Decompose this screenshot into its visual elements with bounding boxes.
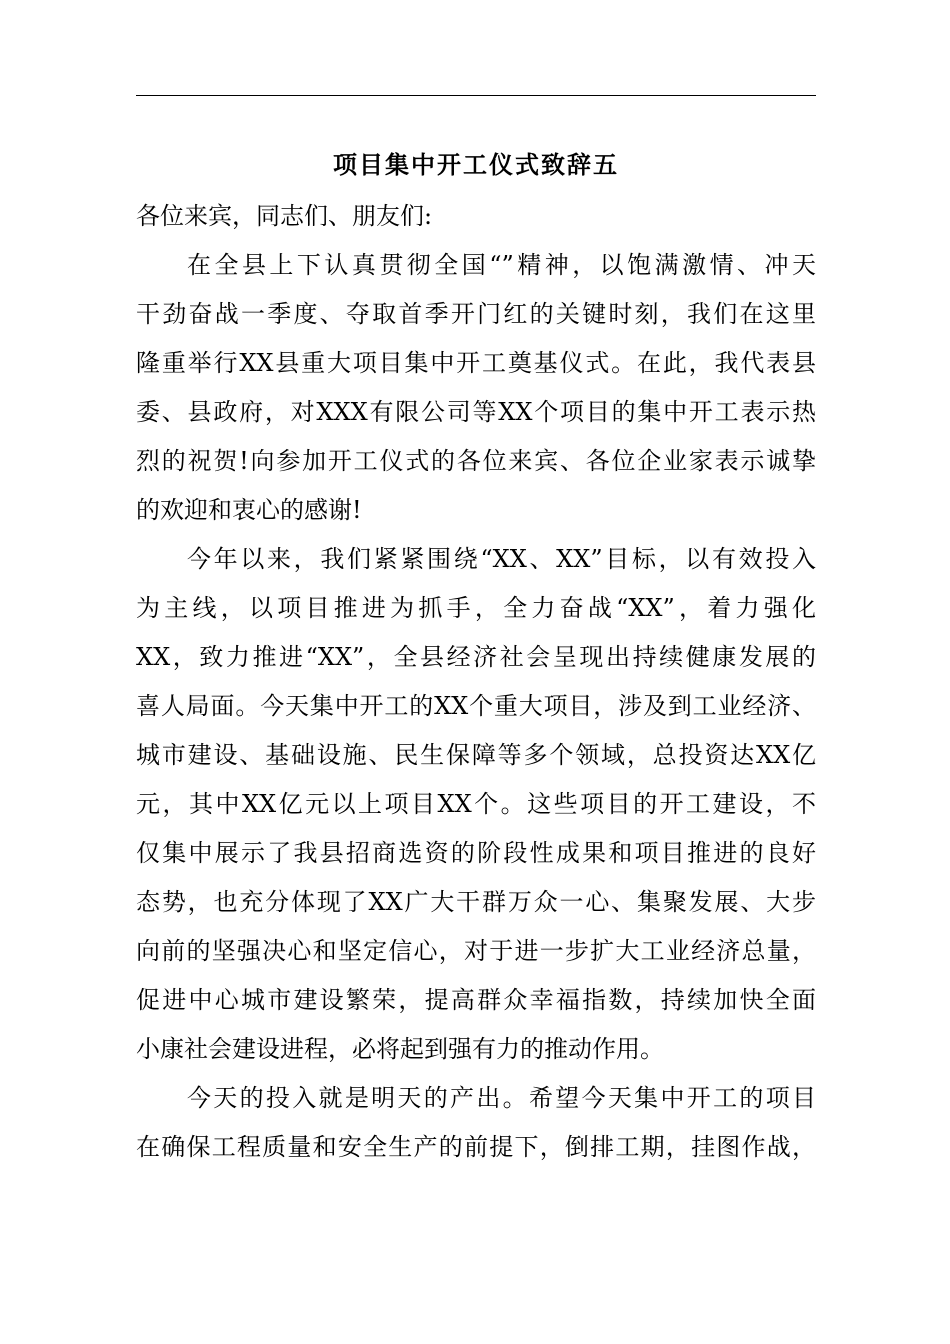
paragraph-line: 委、县政府，对XXX有限公司等XX个项目的集中开工表示热 [136, 398, 816, 426]
paragraph-line: 城市建设、基础设施、民生保障等多个领域，总投资达XX亿 [136, 741, 816, 769]
paragraph-line: 在全县上下认真贯彻全国“”精神，以饱满激情、冲天 [187, 251, 816, 279]
paragraph-line: 的欢迎和衷心的感谢! [136, 496, 362, 524]
document-title: 项目集中开工仪式致辞五 [333, 150, 619, 179]
paragraph-line: 今年以来，我们紧紧围绕“XX、XX”目标，以有效投入 [187, 545, 816, 573]
paragraph-line: 隆重举行XX县重大项目集中开工奠基仪式。在此，我代表县 [136, 349, 816, 377]
salutation-line: 各位来宾，同志们、朋友们: [136, 202, 433, 230]
paragraph-line: XX，致力推进“XX”，全县经济社会呈现出持续健康发展的 [136, 643, 816, 671]
paragraph-line: 仅集中展示了我县招商选资的阶段性成果和项目推进的良好 [136, 839, 816, 867]
paragraph-line: 为主线，以项目推进为抓手，全力奋战“XX”，着力强化 [136, 594, 816, 622]
paragraph-line: 喜人局面。今天集中开工的XX个重大项目，涉及到工业经济、 [136, 692, 816, 720]
paragraph-line: 促进中心城市建设繁荣，提高群众幸福指数，持续加快全面 [136, 986, 816, 1014]
paragraph-line: 烈的祝贺!向参加开工仪式的各位来宾、各位企业家表示诚挚 [136, 447, 816, 475]
paragraph-line: 态势，也充分体现了XX广大干群万众一心、集聚发展、大步 [136, 888, 816, 916]
paragraph-line: 小康社会建设进程，必将起到强有力的推动作用。 [136, 1035, 664, 1063]
paragraph-line: 今天的投入就是明天的产出。希望今天集中开工的项目 [187, 1084, 816, 1112]
document-body [136, 192, 816, 1172]
paragraph-line: 元，其中XX亿元以上项目XX个。这些项目的开工建设，不 [136, 790, 816, 818]
paragraph-line: 在确保工程质量和安全生产的前提下，倒排工期，挂图作战， [136, 1133, 816, 1161]
paragraph-line: 干劲奋战一季度、夺取首季开门红的关键时刻，我们在这里 [136, 300, 816, 328]
paragraph-line: 向前的坚强决心和坚定信心，对于进一步扩大工业经济总量， [136, 937, 816, 965]
header-rule [136, 95, 816, 96]
